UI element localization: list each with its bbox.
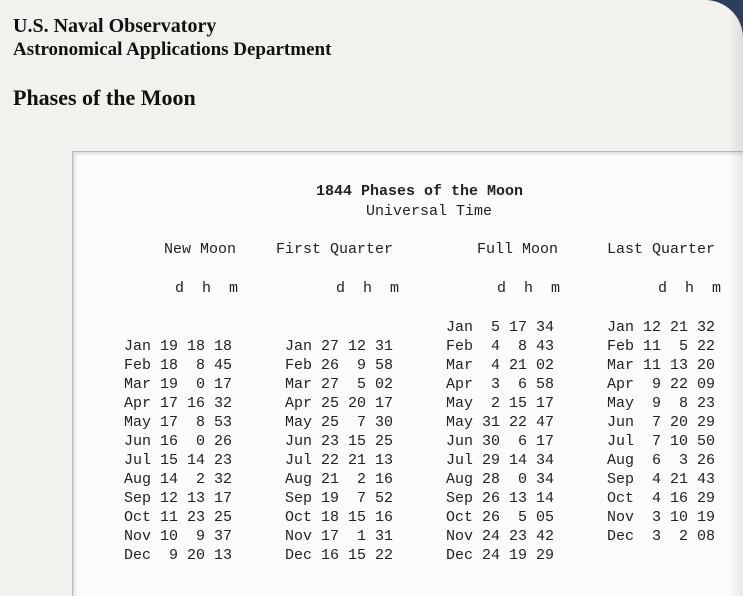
table-row: Mar 4 21 02 (446, 357, 555, 374)
table-row: Aug 14 2 32 (124, 471, 233, 488)
table-row: Dec 9 20 13 (124, 547, 233, 564)
table-row: Aug 28 0 34 (446, 471, 555, 488)
table-row: Jul 22 21 13 (285, 452, 394, 469)
table-row: Jun 23 15 25 (285, 433, 394, 450)
table-row: Feb 4 8 43 (446, 338, 555, 355)
column-full-moon (446, 318, 554, 565)
page-title: Phases of the Moon (13, 85, 196, 110)
units-new-moon: d h m (175, 280, 239, 297)
site-header (13, 14, 331, 62)
phase-header-full-moon: Full Moon (477, 241, 559, 258)
table-row: May 2 15 17 (446, 395, 555, 412)
column-first-quarter (285, 318, 393, 565)
table-row: Dec 16 15 22 (285, 547, 394, 564)
phase-header-last-quarter: Last Quarter (607, 241, 716, 258)
table-row: Sep 4 21 43 (607, 471, 716, 488)
table-row: Dec 24 19 29 (446, 547, 555, 564)
column-last-quarter (607, 318, 715, 565)
table-row: Mar 27 5 02 (285, 376, 394, 393)
table-row: Nov 3 10 19 (607, 509, 716, 526)
units-full-moon: d h m (497, 280, 561, 297)
table-row: Jun 30 6 17 (446, 433, 555, 450)
table-row: Oct 4 16 29 (607, 490, 716, 507)
table-row: Jul 15 14 23 (124, 452, 233, 469)
table-row: Jan 27 12 31 (285, 338, 394, 355)
table-row: Dec 3 2 08 (607, 528, 716, 545)
table-row: Jun 16 0 26 (124, 433, 233, 450)
table-row: Jan 19 18 18 (124, 338, 233, 355)
table-row: Oct 26 5 05 (446, 509, 555, 526)
table-row: Apr 3 6 58 (446, 376, 555, 393)
table-row: May 31 22 47 (446, 414, 555, 431)
table-row: Nov 10 9 37 (124, 528, 233, 545)
table-row: Apr 25 20 17 (285, 395, 394, 412)
table-row: Jan 12 21 32 (607, 319, 716, 336)
phase-header-first-quarter: First Quarter (276, 241, 394, 258)
table-row: Feb 11 5 22 (607, 338, 716, 355)
table-row: Jun 7 20 29 (607, 414, 716, 431)
table-row: Oct 18 15 16 (285, 509, 394, 526)
table-row: Mar 19 0 17 (124, 376, 233, 393)
table-row: Apr 17 16 32 (124, 395, 233, 412)
units-first-quarter: d h m (336, 280, 400, 297)
table-row: Feb 26 9 58 (285, 357, 394, 374)
table-row: May 9 8 23 (607, 395, 716, 412)
dept-name: Astronomical Applications Department (13, 39, 332, 60)
units-last-quarter: d h m (658, 280, 722, 297)
table-row: Jul 7 10 50 (607, 433, 716, 450)
org-name: U.S. Naval Observatory (13, 15, 217, 37)
table-row: Sep 19 7 52 (285, 490, 394, 507)
table-row: Sep 12 13 17 (124, 490, 233, 507)
table-subtitle: Universal Time (366, 203, 493, 220)
table-row: Mar 11 13 20 (607, 357, 716, 374)
table-row: Nov 24 23 42 (446, 528, 555, 545)
table-row (285, 318, 393, 337)
table-row: Oct 11 23 25 (124, 509, 233, 526)
column-new-moon (124, 318, 232, 565)
table-row: Apr 9 22 09 (607, 376, 716, 393)
table-row: May 25 7 30 (285, 414, 394, 431)
table-row: Feb 18 8 45 (124, 357, 233, 374)
phase-header-new-moon: New Moon (164, 241, 237, 258)
table-row (607, 546, 715, 565)
table-row (124, 318, 232, 337)
table-row: Aug 21 2 16 (285, 471, 394, 488)
table-title: 1844 Phases of the Moon (316, 183, 524, 200)
table-row: Aug 6 3 26 (607, 452, 716, 469)
table-row: Sep 26 13 14 (446, 490, 555, 507)
table-row: May 17 8 53 (124, 414, 233, 431)
table-row: Jan 5 17 34 (446, 319, 555, 336)
table-row: Jul 29 14 34 (446, 452, 555, 469)
table-row: Nov 17 1 31 (285, 528, 394, 545)
